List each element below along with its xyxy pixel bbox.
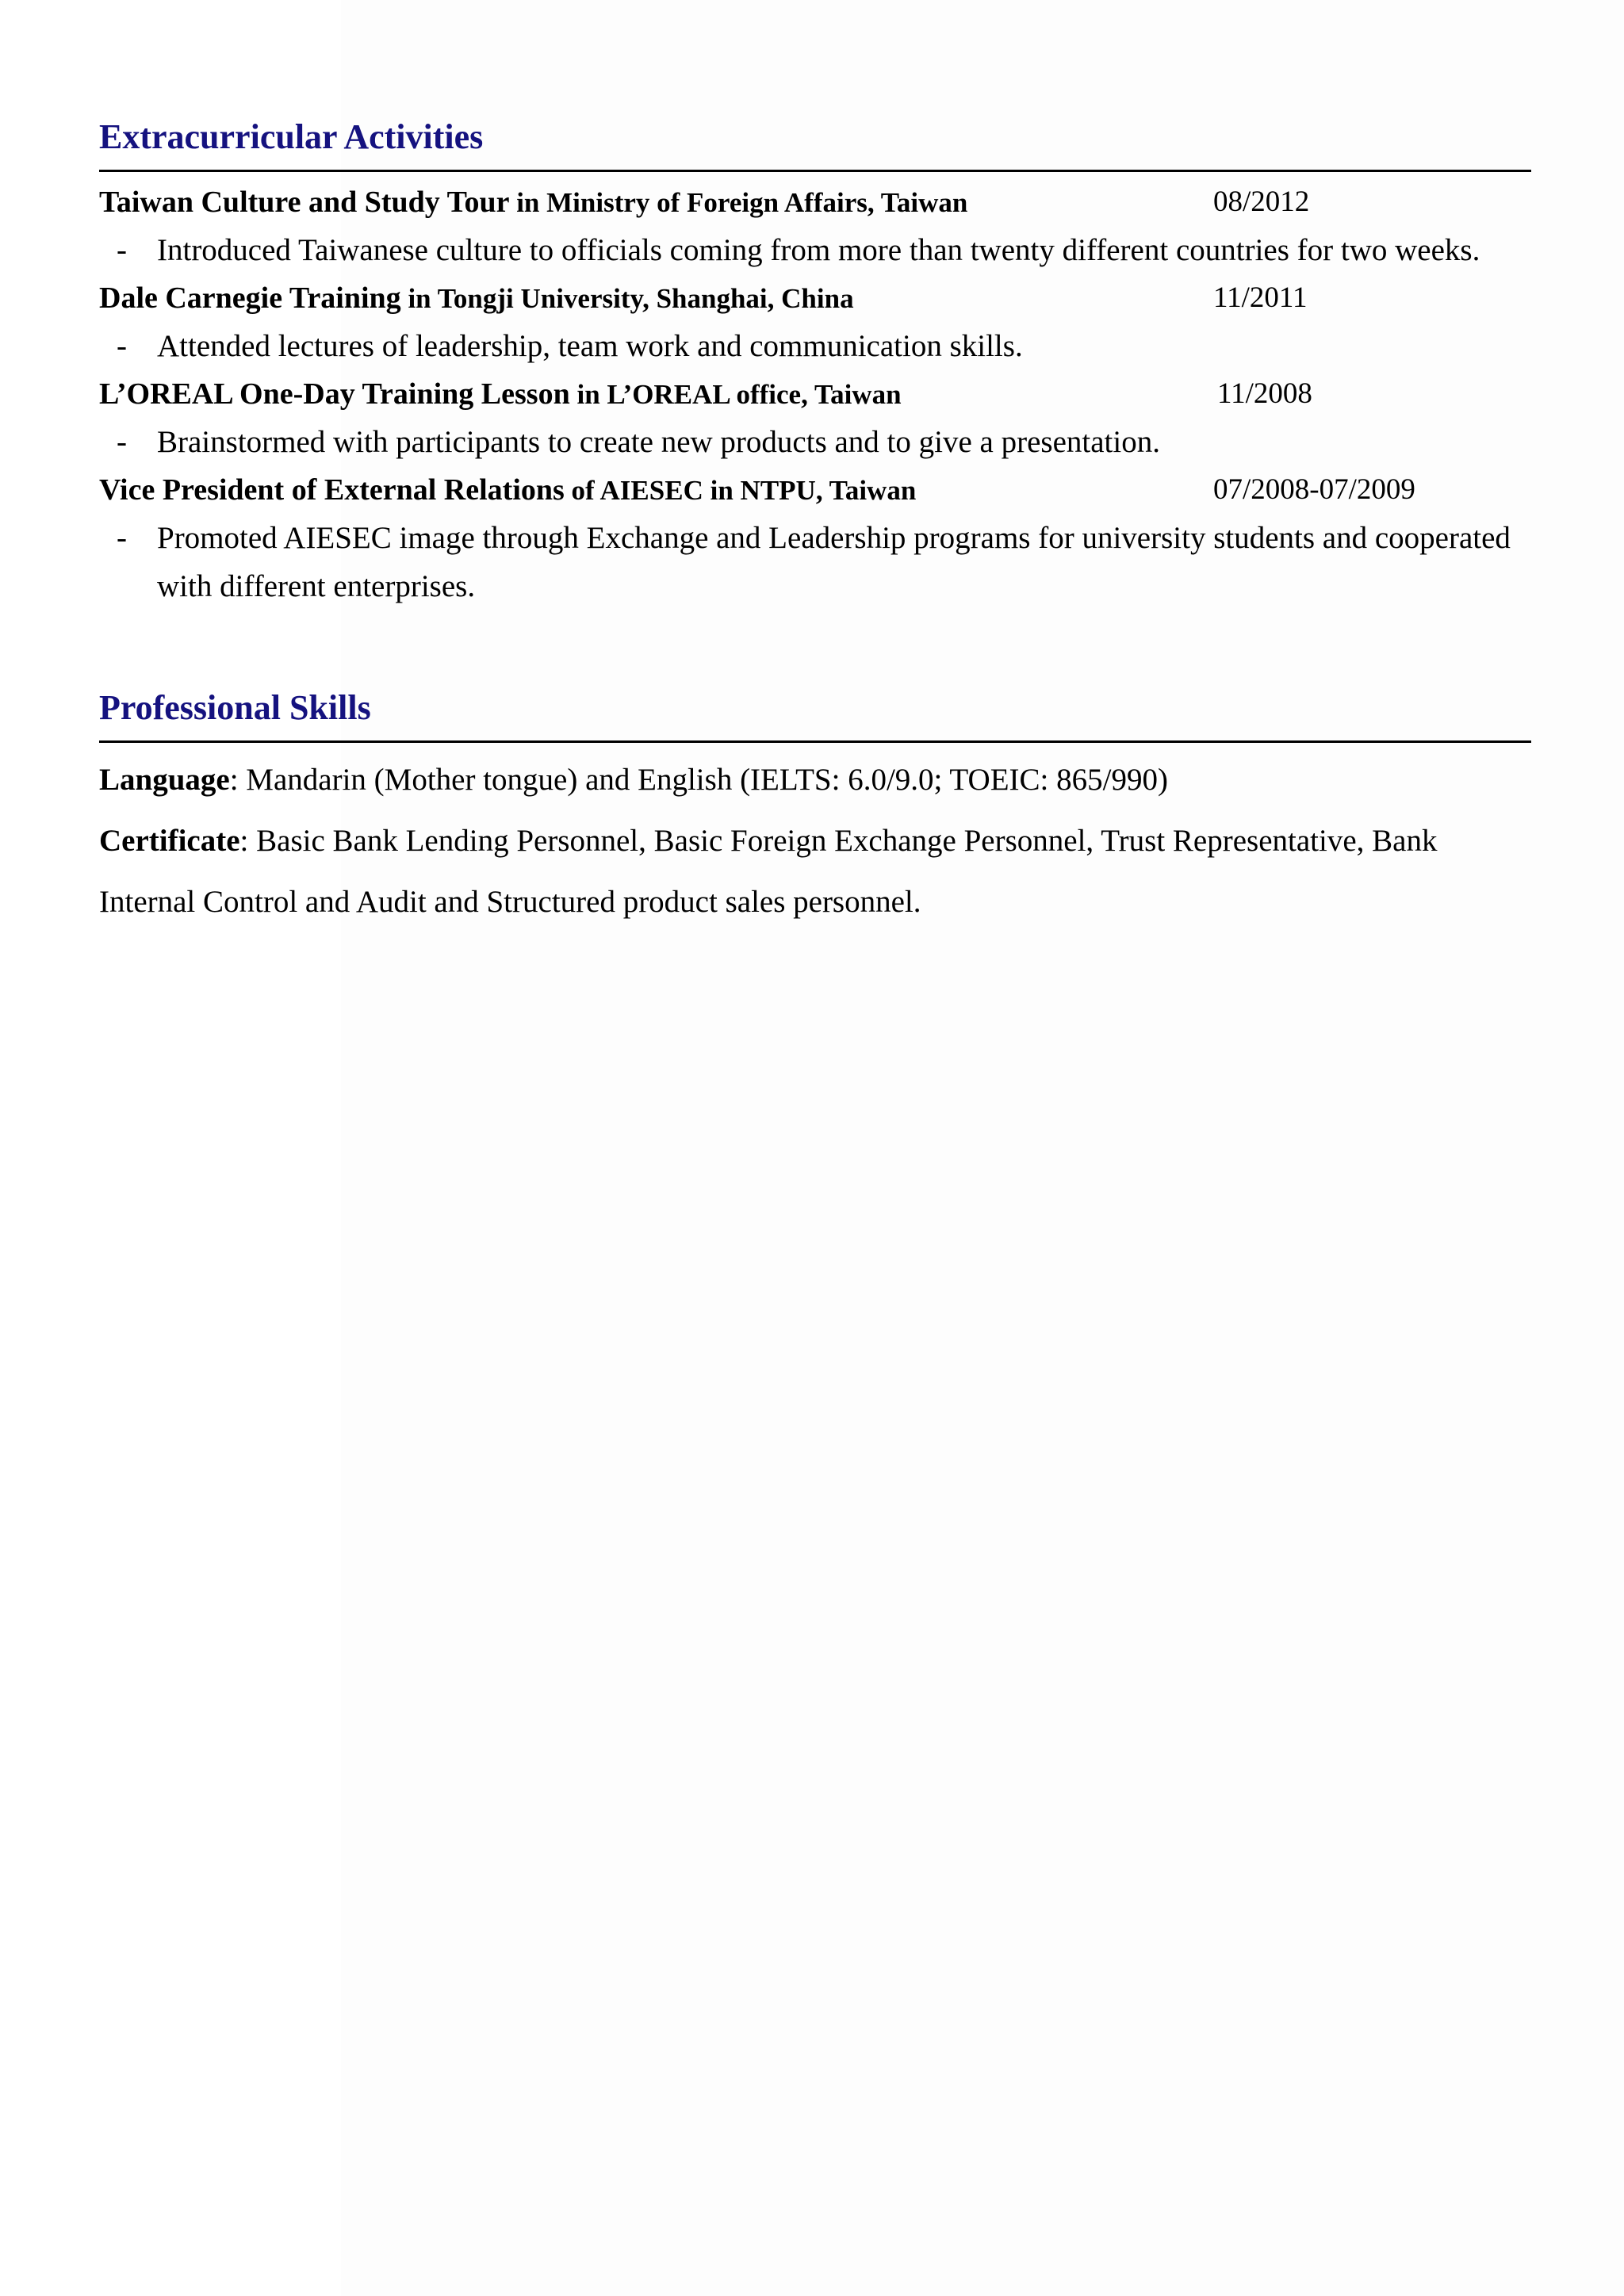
activity-header [99,466,1531,514]
section-spacer [99,610,1531,682]
skills-heading: Professional Skills [99,688,371,727]
activity-title: Taiwan Culture and Study Tour [99,186,510,219]
activity-date: 11/2008 [1217,377,1312,410]
activity-entry-dale-carnegie [99,274,1531,370]
activity-title: L’OREAL One-Day Training Lesson [99,377,570,411]
bullet-dash: - [117,233,127,267]
extracurricular-divider [99,170,1531,172]
skills-divider [99,740,1531,743]
activity-place: in Ministry of Foreign Affairs, Taiwan [509,187,968,218]
certificate-label: Certificate [99,824,240,858]
activity-description: Attended lectures of leadership, team work and communication skills. [157,329,1023,363]
activity-bullet [99,226,1531,274]
language-line [99,749,1531,810]
language-label: Language [99,763,230,797]
activity-header [99,178,1531,226]
bullet-dash: - [117,521,127,555]
extracurricular-heading: Extracurricular Activities [99,117,484,156]
activity-title: Vice President of External Relations [99,473,565,507]
activity-entry-taiwan-culture [99,178,1531,274]
activity-title: Dale Carnegie Training [99,281,401,315]
activity-bullet [99,322,1531,370]
activity-description: Brainstormed with participants to create new products and to give a presentation. [157,425,1160,459]
activity-bullet [99,514,1531,610]
activity-header [99,274,1531,322]
activity-bullet [99,418,1531,466]
activity-place: of AIESEC in NTPU, Taiwan [564,475,917,506]
activity-date: 11/2011 [1213,281,1308,314]
activity-description: Introduced Taiwanese culture to officials coming from more than twenty different countries for two weeks. [157,233,1480,267]
activity-date: 08/2012 [1213,186,1310,218]
activity-header [99,370,1531,418]
bullet-dash: - [117,425,127,459]
activity-date: 07/2008-07/2009 [1213,473,1415,506]
resume-content [99,111,1531,932]
language-value: : Mandarin (Mother tongue) and English (IELTS: 6.0/9.0; TOEIC: 865/990) [229,763,1168,797]
certificate-line [99,810,1531,932]
bullet-dash: - [117,329,127,363]
certificate-value: : Basic Bank Lending Personnel, Basic Foreign Exchange Personnel, Trust Representative, Bank Internal Control and Audit and Structured product sales personnel. [99,824,1438,919]
activity-entry-loreal [99,370,1531,466]
activity-description: Promoted AIESEC image through Exchange and Leadership programs for university students and cooperated with different enterprises. [157,521,1511,603]
activity-place: in L’OREAL office, Taiwan [569,379,902,410]
activity-place: in Tongji University, Shanghai, China [400,283,854,314]
activity-entry-aiesec [99,466,1531,610]
